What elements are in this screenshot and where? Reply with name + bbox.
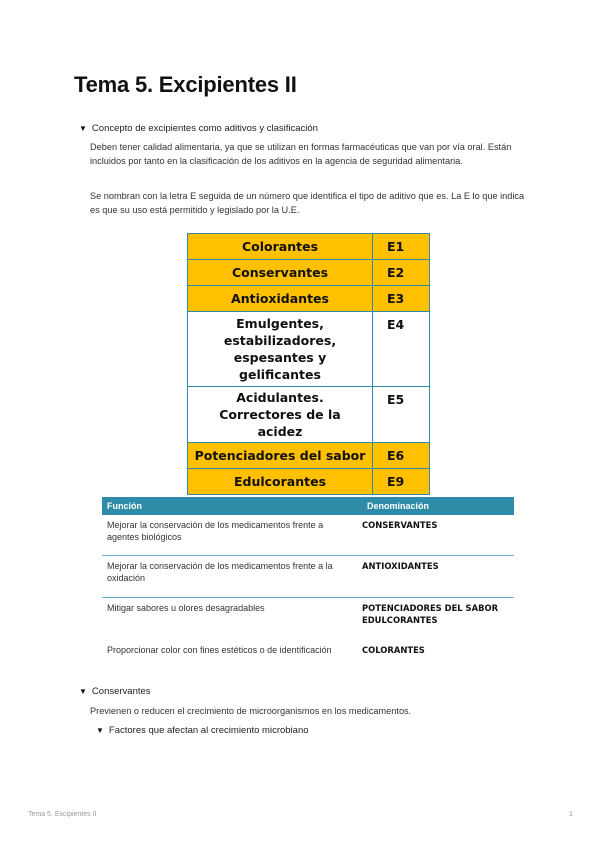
additive-name: Conservantes: [188, 260, 373, 286]
function-cell: Mejorar la conservación de los medicamentos frente a la oxidación: [107, 561, 333, 583]
additive-codes-table: [187, 233, 430, 495]
triangle-down-icon[interactable]: ▼: [79, 687, 87, 696]
table-row: [102, 598, 514, 640]
toggle-label: Conservantes: [91, 686, 151, 697]
table-row: [102, 515, 514, 556]
column-header-denominacion: Denominación: [367, 501, 430, 511]
table-row: [188, 234, 430, 260]
paragraph: Se nombran con la letra E seguida de un número que identifica el tipo de aditivo que es. La E lo que indica es que su uso está permitido y legislado por la U.E.: [90, 191, 525, 215]
denomination-cell: POTENCIADORES DEL SABOR EDULCORANTES: [362, 603, 499, 625]
additive-code: E2: [373, 260, 430, 286]
additive-name: Antioxidantes: [188, 286, 373, 312]
additive-name: Potenciadores del sabor: [188, 443, 373, 469]
paragraph: Deben tener calidad alimentaria, ya que se utilizan en formas farmacéuticas que van por vía oral. Están incluidos por tanto en la clasificación de los aditivos en la agencia de seguridad alimentaria.: [90, 142, 512, 166]
page-title: Tema 5. Excipientes II: [74, 72, 297, 97]
page-number: 1: [569, 811, 573, 818]
additive-name: Acidulantes. Correctores de la acidez: [188, 387, 373, 443]
additive-code: E6: [373, 443, 430, 469]
denomination-cell: COLORANTES: [362, 645, 425, 655]
additive-code: E3: [373, 286, 430, 312]
toggle-label: Concepto de excipientes como aditivos y clasificación: [91, 123, 318, 134]
additive-name: Colorantes: [188, 234, 373, 260]
denomination-cell: ANTIOXIDANTES: [362, 561, 439, 571]
footer-title: Tema 5. Excipientes II: [28, 811, 97, 818]
triangle-down-icon[interactable]: ▼: [96, 726, 104, 735]
function-cell: Mitigar sabores u olores desagradables: [107, 603, 265, 613]
additive-code: E5: [373, 387, 430, 443]
toggle-factores[interactable]: [96, 725, 309, 736]
function-table: [102, 497, 514, 674]
function-cell: Mejorar la conservación de los medicamentos frente a agentes biológicos: [107, 520, 324, 542]
function-cell: Proporcionar color con fines estéticos o de identificación: [107, 645, 332, 655]
table-header: [102, 497, 514, 515]
additive-code: E1: [373, 234, 430, 260]
additive-code: E9: [373, 469, 430, 495]
additive-name: Emulgentes, estabilizadores, espesantes y gelificantes: [188, 312, 373, 387]
denomination-cell: CONSERVANTES: [362, 520, 438, 530]
column-header-funcion: Función: [107, 501, 142, 511]
table-row: [102, 640, 514, 674]
paragraph: Previenen o reducen el crecimiento de microorganismos en los medicamentos.: [90, 706, 412, 716]
triangle-down-icon[interactable]: ▼: [79, 124, 87, 133]
toggle-conservantes[interactable]: [79, 686, 151, 697]
table-row: [188, 387, 430, 443]
table-row: [188, 260, 430, 286]
additive-name: Edulcorantes: [188, 469, 373, 495]
toggle-label: Factores que afectan al crecimiento microbiano: [108, 725, 309, 736]
toggle-concepto[interactable]: [79, 123, 318, 134]
table-row: [188, 312, 430, 387]
table-row: [188, 443, 430, 469]
table-row: [102, 556, 514, 598]
table-row: [188, 286, 430, 312]
additive-code: E4: [373, 312, 430, 387]
table-row: [188, 469, 430, 495]
